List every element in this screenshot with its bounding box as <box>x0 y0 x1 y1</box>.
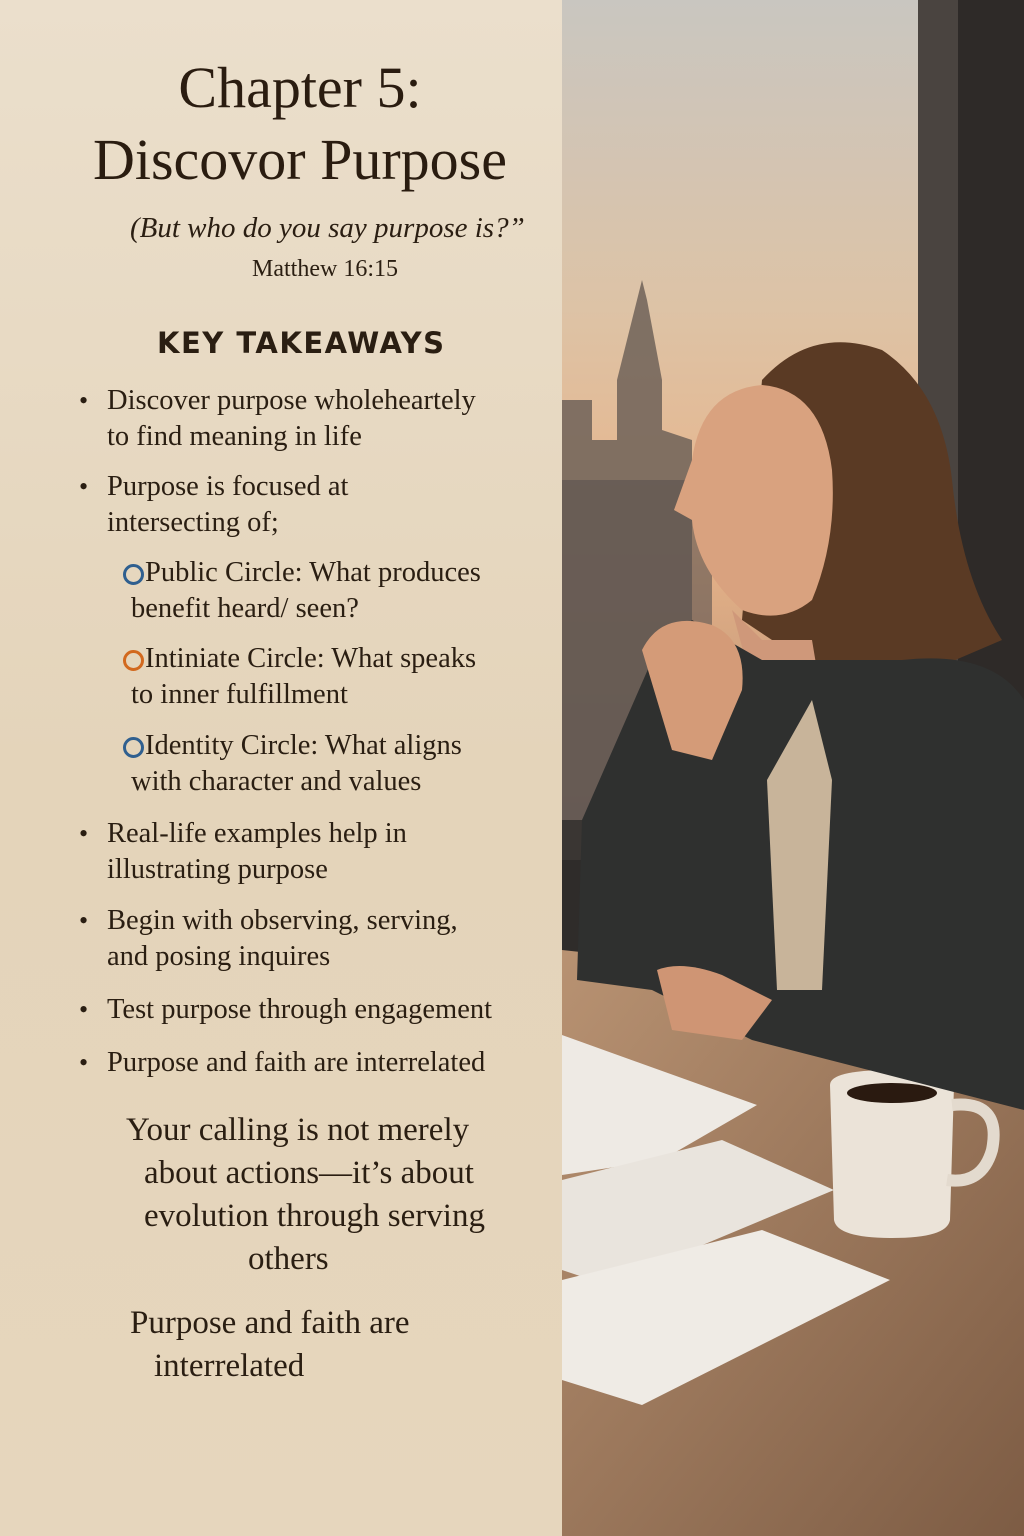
line: evolution through serving <box>144 1198 485 1234</box>
takeaway-item <box>79 469 349 541</box>
bullet-icon: • <box>79 995 89 1024</box>
takeaway-item <box>79 383 476 455</box>
circle-item-identity <box>131 728 462 800</box>
closing-statement <box>126 1109 485 1281</box>
line: to find meaning in life <box>107 421 362 452</box>
bullet-icon: • <box>79 1048 89 1077</box>
circle-item-intimate <box>131 641 477 713</box>
line: benefit heard/ seen? <box>131 593 359 624</box>
bullet-icon: • <box>79 472 89 501</box>
line: and posing inquires <box>107 941 331 972</box>
section-heading: KEY TAKEAWAYS <box>157 326 446 360</box>
bullet-icon: • <box>79 386 89 415</box>
line: intersecting of; <box>107 507 279 538</box>
takeaway-item <box>79 1045 486 1081</box>
epigraph-quote: (But who do you say purpose is?” <box>130 212 525 244</box>
line: about actions—it’s about <box>144 1155 474 1191</box>
line: Test purpose through engagement <box>107 994 493 1025</box>
line: Purpose and faith are <box>130 1305 410 1341</box>
bullet-icon: • <box>79 906 89 935</box>
circle-item-public <box>131 555 481 627</box>
chapter-number: Chapter 5: <box>178 55 422 120</box>
line: to inner fulfillment <box>131 679 348 710</box>
line: Identity Circle: What aligns <box>145 730 462 761</box>
line: Your calling is not merely <box>126 1112 470 1148</box>
closing-repeat <box>130 1302 410 1388</box>
bullet-icon: • <box>79 819 89 848</box>
line: with character and values <box>131 766 422 797</box>
line: illustrating purpose <box>107 854 328 885</box>
blue-circle-icon <box>123 564 144 585</box>
line: Purpose and faith are interrelated <box>107 1047 486 1078</box>
orange-circle-icon <box>123 650 144 671</box>
line: Discover purpose wholeheartely <box>107 385 476 416</box>
line: Purpose is focused at <box>107 471 349 502</box>
takeaway-item <box>79 903 458 975</box>
takeaway-item <box>79 816 407 888</box>
line: others <box>248 1241 329 1277</box>
line: Real-life examples help in <box>107 818 407 849</box>
line: Intiniate Circle: What speaks <box>145 643 477 674</box>
line: Begin with observing, serving, <box>107 905 458 936</box>
line: Public Circle: What produces <box>145 557 481 588</box>
blue-circle-icon <box>123 737 144 758</box>
line: interrelated <box>154 1348 305 1384</box>
chapter-title: Discovor Purpose <box>92 127 507 192</box>
woman-at-window-photo <box>562 0 1024 1536</box>
takeaway-item <box>79 992 493 1028</box>
epigraph-reference: Matthew 16:15 <box>252 256 398 282</box>
